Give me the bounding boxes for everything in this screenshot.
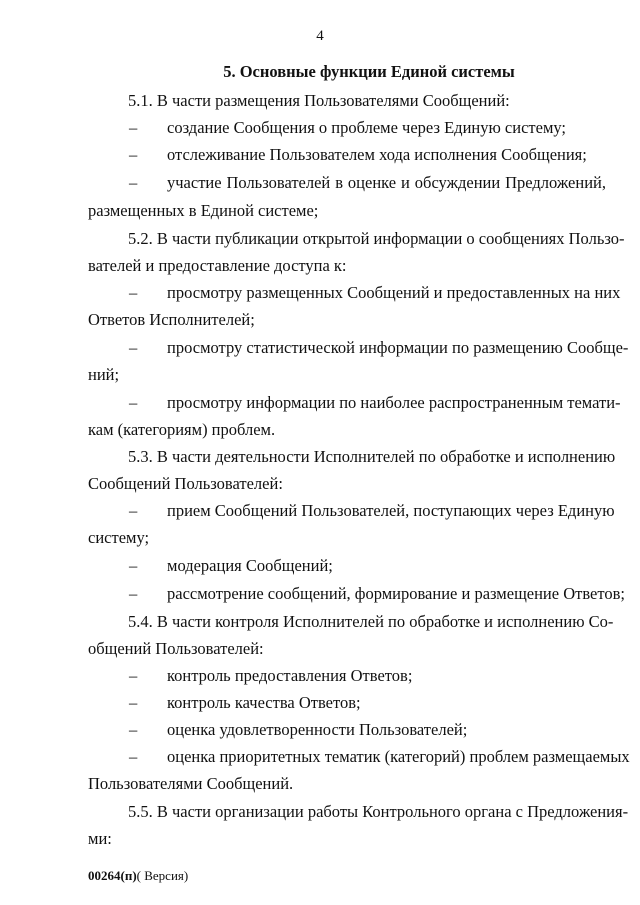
bullet-dash: – [129, 747, 138, 766]
section-5-5-heading-continuation: ми: [88, 829, 112, 848]
section-5-1-heading: 5.1. В части размещения Пользователями Сообщений: [128, 91, 510, 110]
section-5-4-heading-continuation: общений Пользователей: [88, 639, 264, 658]
list-item: оценка удовлетворенности Пользователей; [167, 720, 468, 739]
list-item-continuation: кам (категориям) проблем. [88, 420, 276, 439]
list-item: просмотру статистической информации по размещению Сообще- [167, 338, 629, 357]
bullet-dash: – [129, 118, 138, 137]
document-footer [88, 868, 188, 884]
section-5-2-heading-continuation: вателей и предоставление доступа к: [88, 256, 347, 275]
bullet-dash: – [129, 556, 138, 575]
list-item: модерация Сообщений; [167, 556, 333, 575]
bullet-dash: – [129, 584, 138, 603]
list-item: участие Пользователей в оценке и обсуждении Предложений, [167, 173, 606, 192]
bullet-dash: – [129, 693, 138, 712]
list-item-continuation: систему; [88, 528, 150, 547]
section-5-4-heading: 5.4. В части контроля Исполнителей по обработке и исполнению Со- [128, 612, 614, 631]
section-5-3-heading: 5.3. В части деятельности Исполнителей по обработке и исполнению [128, 447, 616, 466]
section-5-3-heading-continuation: Сообщений Пользователей: [88, 474, 283, 493]
bullet-dash: – [129, 666, 138, 685]
list-item-continuation: Ответов Исполнителей; [88, 310, 255, 329]
bullet-dash: – [129, 145, 138, 164]
list-item-continuation: Пользователями Сообщений. [88, 774, 294, 793]
bullet-dash: – [129, 283, 138, 302]
list-item: контроль предоставления Ответов; [167, 666, 413, 685]
list-item: оценка приоритетных тематик (категорий) проблем размещаемых [167, 747, 630, 766]
bullet-dash: – [129, 338, 138, 357]
section-5-2-heading: 5.2. В части публикации открытой информации о сообщениях Пользо- [128, 229, 625, 248]
list-item: прием Сообщений Пользователей, поступающих через Единую [167, 501, 615, 520]
bullet-dash: – [129, 173, 138, 192]
section-title: 5. Основные функции Единой системы [223, 62, 515, 81]
bullet-dash: – [129, 720, 138, 739]
list-item: контроль качества Ответов; [167, 693, 361, 712]
list-item: отслеживание Пользователем хода исполнения Сообщения; [167, 145, 587, 164]
list-item: создание Сообщения о проблеме через Единую систему; [167, 118, 567, 137]
bullet-dash: – [129, 501, 138, 520]
list-item-continuation: размещенных в Единой системе; [88, 201, 319, 220]
list-item: рассмотрение сообщений, формирование и размещение Ответов; [167, 584, 625, 603]
list-item-continuation: ний; [88, 365, 120, 384]
bullet-dash: – [129, 393, 138, 412]
page-number: 4 [316, 28, 324, 44]
document-version: ( Версия) [136, 868, 189, 883]
document-code: 00264(п) [88, 868, 137, 883]
list-item: просмотру размещенных Сообщений и предоставленных на них [167, 283, 621, 302]
list-item: просмотру информации по наиболее распространенным темати- [167, 393, 621, 412]
section-5-5-heading: 5.5. В части организации работы Контрольного органа с Предложения- [128, 802, 629, 821]
